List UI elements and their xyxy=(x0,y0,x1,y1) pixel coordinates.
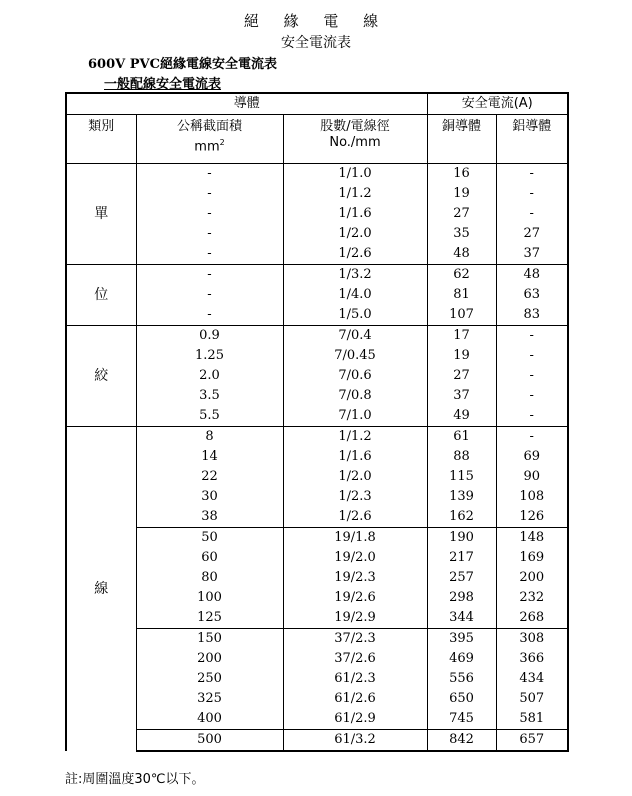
category-stranded-a: 絞 xyxy=(66,326,136,427)
table-row xyxy=(66,608,568,629)
aluminum-cell: 507 xyxy=(496,689,568,709)
area-cell: 30 xyxy=(136,487,283,507)
copper-cell: 16 xyxy=(427,164,496,185)
area-cell: - xyxy=(136,285,283,305)
aluminum-cell: 169 xyxy=(496,548,568,568)
strands-cell: 1/1.6 xyxy=(283,204,427,224)
area-cell: - xyxy=(136,204,283,224)
area-cell: - xyxy=(136,305,283,326)
copper-cell: 139 xyxy=(427,487,496,507)
copper-cell: 745 xyxy=(427,709,496,730)
aluminum-cell: - xyxy=(496,366,568,386)
aluminum-cell: - xyxy=(496,406,568,427)
footnote: 註:周圍溫度30℃以下。 xyxy=(65,772,205,787)
area-cell: 22 xyxy=(136,467,283,487)
table-row xyxy=(66,305,568,326)
copper-cell: 81 xyxy=(427,285,496,305)
copper-cell: 48 xyxy=(427,244,496,265)
strands-cell: 1/1.0 xyxy=(283,164,427,185)
table-row xyxy=(66,649,568,669)
strands-cell: 1/1.2 xyxy=(283,184,427,204)
strands-cell: 61/2.3 xyxy=(283,669,427,689)
strands-cell: 1/4.0 xyxy=(283,285,427,305)
category-stranded-b: 線 xyxy=(66,427,136,752)
table-row xyxy=(66,447,568,467)
strands-cell: 7/0.4 xyxy=(283,326,427,347)
strands-cell: 19/2.6 xyxy=(283,588,427,608)
aluminum-cell: 581 xyxy=(496,709,568,730)
strands-cell: 1/2.0 xyxy=(283,224,427,244)
table-row xyxy=(66,224,568,244)
strands-cell: 1/2.6 xyxy=(283,507,427,528)
strands-cell: 1/5.0 xyxy=(283,305,427,326)
area-cell: 8 xyxy=(136,427,283,448)
copper-cell: 469 xyxy=(427,649,496,669)
table-row xyxy=(66,568,568,588)
area-unit-sup: 2 xyxy=(219,138,225,147)
table-row xyxy=(66,204,568,224)
copper-cell: 842 xyxy=(427,730,496,752)
table-row xyxy=(66,184,568,204)
table-row xyxy=(66,326,568,347)
copper-cell: 35 xyxy=(427,224,496,244)
copper-cell: 19 xyxy=(427,346,496,366)
copper-cell: 257 xyxy=(427,568,496,588)
table-row xyxy=(66,427,568,448)
copper-cell: 298 xyxy=(427,588,496,608)
copper-cell: 88 xyxy=(427,447,496,467)
aluminum-cell: - xyxy=(496,386,568,406)
table-row xyxy=(66,709,568,730)
strands-cell: 37/2.6 xyxy=(283,649,427,669)
strands-cell: 7/0.45 xyxy=(283,346,427,366)
aluminum-cell: - xyxy=(496,204,568,224)
area-cell: 3.5 xyxy=(136,386,283,406)
area-cell: - xyxy=(136,265,283,286)
copper-cell: 107 xyxy=(427,305,496,326)
area-cell: 14 xyxy=(136,447,283,467)
area-cell: - xyxy=(136,244,283,265)
aluminum-cell: 27 xyxy=(496,224,568,244)
area-cell: 5.5 xyxy=(136,406,283,427)
table-row xyxy=(66,164,568,185)
area-cell: 325 xyxy=(136,689,283,709)
area-cell: 0.9 xyxy=(136,326,283,347)
aluminum-cell: 69 xyxy=(496,447,568,467)
strands-cell: 61/3.2 xyxy=(283,730,427,752)
aluminum-cell: 83 xyxy=(496,305,568,326)
strands-cell: 1/2.6 xyxy=(283,244,427,265)
area-cell: 2.0 xyxy=(136,366,283,386)
table-row xyxy=(66,507,568,528)
copper-cell: 162 xyxy=(427,507,496,528)
aluminum-cell: 126 xyxy=(496,507,568,528)
aluminum-cell: 434 xyxy=(496,669,568,689)
aluminum-cell: 37 xyxy=(496,244,568,265)
category-single-b: 位 xyxy=(66,265,136,326)
table-heading: 600V PVC絕緣電線安全電流表 xyxy=(88,57,277,72)
copper-cell: 650 xyxy=(427,689,496,709)
area-cell: 50 xyxy=(136,528,283,549)
current-header: 安全電流(A) xyxy=(427,93,568,115)
conductor-header: 導體 xyxy=(66,93,427,115)
area-cell: 125 xyxy=(136,608,283,629)
strands-cell: 61/2.6 xyxy=(283,689,427,709)
aluminum-cell: 90 xyxy=(496,467,568,487)
copper-cell: 61 xyxy=(427,427,496,448)
table-row xyxy=(66,467,568,487)
copper-cell: 17 xyxy=(427,326,496,347)
table-row xyxy=(66,588,568,608)
page-title: 絕 緣 電 線 xyxy=(243,12,389,30)
table-row xyxy=(66,528,568,549)
strands-cell: 7/1.0 xyxy=(283,406,427,427)
area-cell: - xyxy=(136,164,283,185)
table-row xyxy=(66,406,568,427)
table-row xyxy=(66,285,568,305)
strands-cell: 19/2.9 xyxy=(283,608,427,629)
area-cell: 500 xyxy=(136,730,283,752)
aluminum-cell: 200 xyxy=(496,568,568,588)
table-row xyxy=(66,386,568,406)
area-cell: 400 xyxy=(136,709,283,730)
category-header: 類別 xyxy=(66,115,136,164)
area-cell: 38 xyxy=(136,507,283,528)
copper-cell: 190 xyxy=(427,528,496,549)
header-row-1 xyxy=(66,93,568,115)
area-cell: 100 xyxy=(136,588,283,608)
strands-cell: 1/1.6 xyxy=(283,447,427,467)
table-row xyxy=(66,265,568,286)
aluminum-cell: 366 xyxy=(496,649,568,669)
table-row xyxy=(66,244,568,265)
copper-cell: 37 xyxy=(427,386,496,406)
aluminum-cell: 232 xyxy=(496,588,568,608)
copper-cell: 27 xyxy=(427,204,496,224)
area-cell: 200 xyxy=(136,649,283,669)
area-cell: 1.25 xyxy=(136,346,283,366)
copper-cell: 19 xyxy=(427,184,496,204)
table-row xyxy=(66,629,568,650)
copper-cell: 556 xyxy=(427,669,496,689)
area-cell: 60 xyxy=(136,548,283,568)
copper-header: 銅導體 xyxy=(427,115,496,164)
aluminum-cell: - xyxy=(496,346,568,366)
copper-cell: 395 xyxy=(427,629,496,650)
aluminum-cell: - xyxy=(496,427,568,448)
aluminum-cell: 308 xyxy=(496,629,568,650)
aluminum-cell: 148 xyxy=(496,528,568,549)
strands-cell: 61/2.9 xyxy=(283,709,427,730)
table-row xyxy=(66,346,568,366)
strands-cell: 7/0.8 xyxy=(283,386,427,406)
page-subtitle: 安全電流表 xyxy=(281,35,351,51)
aluminum-header: 鋁導體 xyxy=(496,115,568,164)
strands-cell: 19/1.8 xyxy=(283,528,427,549)
strands-header-label: 股數/電線徑 xyxy=(320,119,390,134)
aluminum-cell: 63 xyxy=(496,285,568,305)
strands-cell: 7/0.6 xyxy=(283,366,427,386)
aluminum-cell: - xyxy=(496,326,568,347)
copper-cell: 344 xyxy=(427,608,496,629)
area-cell: 150 xyxy=(136,629,283,650)
strands-cell: 1/1.2 xyxy=(283,427,427,448)
strands-cell: 1/3.2 xyxy=(283,265,427,286)
strands-cell: 1/2.0 xyxy=(283,467,427,487)
area-cell: 250 xyxy=(136,669,283,689)
table-row xyxy=(66,689,568,709)
strands-cell: 19/2.3 xyxy=(283,568,427,588)
strands-cell: 19/2.0 xyxy=(283,548,427,568)
table-row xyxy=(66,669,568,689)
aluminum-cell: 108 xyxy=(496,487,568,507)
copper-cell: 115 xyxy=(427,467,496,487)
area-cell: - xyxy=(136,184,283,204)
copper-cell: 27 xyxy=(427,366,496,386)
strands-unit: No./mm xyxy=(329,135,381,150)
strands-header xyxy=(283,115,427,164)
header-row-2 xyxy=(66,115,568,164)
strands-cell: 37/2.3 xyxy=(283,629,427,650)
table-row xyxy=(66,487,568,507)
aluminum-cell: - xyxy=(496,184,568,204)
table-subheading: 一般配線安全電流表 xyxy=(104,77,222,92)
copper-cell: 62 xyxy=(427,265,496,286)
category-single-a: 單 xyxy=(66,164,136,265)
copper-cell: 49 xyxy=(427,406,496,427)
table-row xyxy=(66,730,568,752)
table-row xyxy=(66,548,568,568)
strands-cell: 1/2.3 xyxy=(283,487,427,507)
ampacity-table xyxy=(65,92,569,752)
aluminum-cell: 48 xyxy=(496,265,568,286)
area-cell: 80 xyxy=(136,568,283,588)
table-row xyxy=(66,366,568,386)
area-unit: mm xyxy=(194,139,220,155)
aluminum-cell: 657 xyxy=(496,730,568,752)
copper-cell: 217 xyxy=(427,548,496,568)
aluminum-cell: - xyxy=(496,164,568,185)
area-header-label: 公稱截面積 xyxy=(176,119,242,134)
area-header xyxy=(136,115,283,164)
aluminum-cell: 268 xyxy=(496,608,568,629)
area-cell: - xyxy=(136,224,283,244)
